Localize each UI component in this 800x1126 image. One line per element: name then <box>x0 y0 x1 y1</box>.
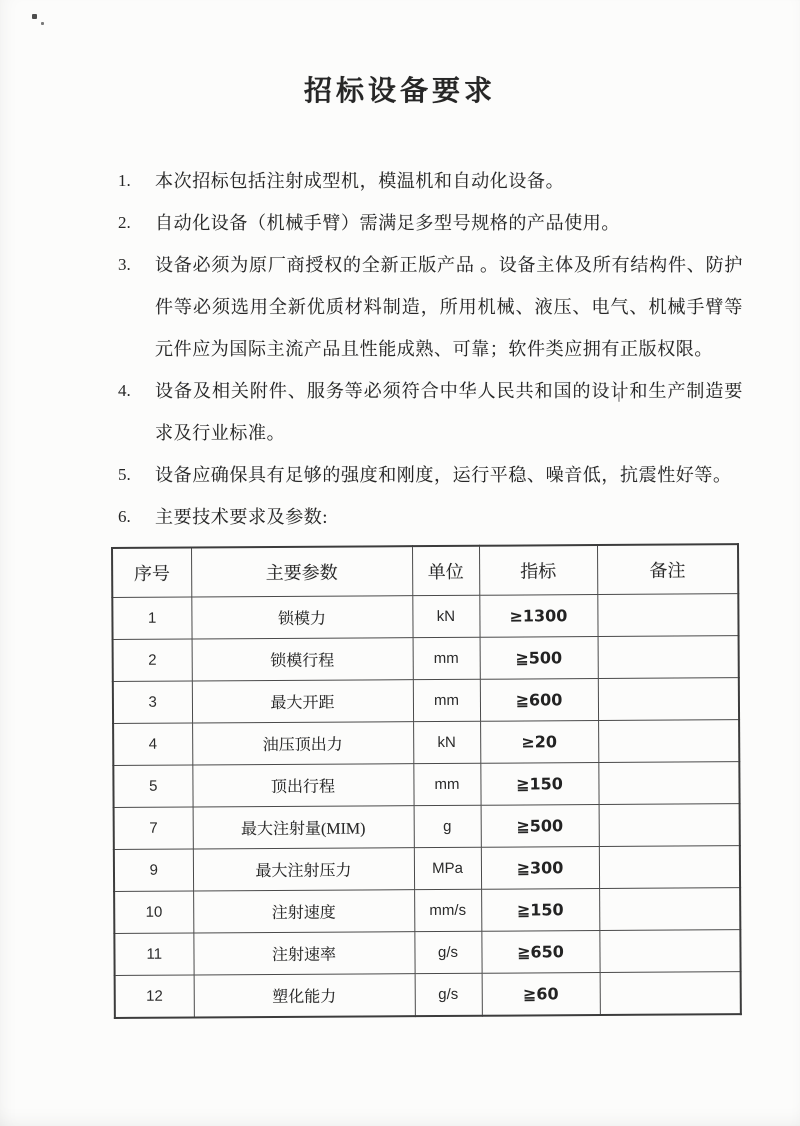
cell-parameter: 注射速率 <box>193 932 414 975</box>
item-number: 6. <box>118 507 131 526</box>
cell-remark <box>598 762 739 805</box>
cell-remark <box>599 888 740 931</box>
list-item <box>118 370 743 454</box>
cell-index: 9 <box>114 849 193 891</box>
item-text: 自动化设备（机械手臂）需满足多型号规格的产品使用。 <box>155 213 620 233</box>
scan-artifact-tick <box>618 392 620 402</box>
cell-target: ≧500 <box>480 637 598 680</box>
cell-parameter: 最大注射量(MIM) <box>193 806 414 849</box>
cell-unit: MPa <box>414 847 481 889</box>
cell-target: ≧650 <box>481 931 599 974</box>
cell-unit: mm <box>413 763 480 805</box>
item-text: 设备应确保具有足够的强度和刚度，运行平稳、噪音低，抗震性好等。 <box>155 465 732 485</box>
scan-speck <box>32 14 37 19</box>
cell-remark <box>599 804 740 847</box>
table-row <box>114 804 740 850</box>
cell-remark <box>597 594 738 637</box>
cell-target: ≧300 <box>481 847 599 890</box>
list-item <box>118 496 743 538</box>
item-number: 5. <box>118 465 131 484</box>
cell-remark <box>598 720 739 763</box>
cell-target: ≧150 <box>480 763 598 806</box>
cell-unit: mm <box>413 679 480 721</box>
cell-parameter: 塑化能力 <box>194 974 415 1018</box>
list-item <box>118 202 743 244</box>
item-text: 设备必须为原厂商授权的全新正版产品 。设备主体及所有结构件、防护件等必须选用全新优质材料制造，所用机械、液压、电气、机械手臂等元件应为国际主流产品且性能成熟、可靠；软件类应拥有正版权限。 <box>155 255 743 359</box>
table-row <box>114 930 740 976</box>
item-number: 1. <box>118 171 131 190</box>
scan-speck <box>41 22 44 25</box>
cell-parameter: 最大注射压力 <box>193 848 414 891</box>
list-item <box>118 160 743 202</box>
cell-remark <box>599 846 740 889</box>
cell-target: ≥20 <box>480 721 598 764</box>
cell-target: ≥1300 <box>479 595 597 638</box>
parameters-table-wrap <box>111 543 740 1019</box>
cell-parameter: 油压顶出力 <box>192 722 413 765</box>
cell-unit: mm/s <box>414 889 481 931</box>
cell-parameter: 最大开距 <box>192 680 413 723</box>
list-item <box>118 244 743 370</box>
requirements-list <box>118 160 743 538</box>
cell-unit: g/s <box>414 931 481 973</box>
parameters-table <box>111 543 742 1019</box>
cell-target: ≧600 <box>480 679 598 722</box>
cell-index: 11 <box>114 933 193 975</box>
cell-parameter: 锁模行程 <box>192 638 413 681</box>
header-cell-unit: 单位 <box>412 546 479 596</box>
table-row <box>115 972 741 1018</box>
item-text: 设备及相关附件、服务等必须符合中华人民共和国的设计和生产制造要求及行业标准。 <box>155 381 743 443</box>
list-item <box>118 454 743 496</box>
cell-index: 1 <box>112 597 191 639</box>
item-text: 本次招标包括注射成型机，模温机和自动化设备。 <box>155 171 565 191</box>
cell-parameter: 锁模力 <box>191 596 412 639</box>
item-text: 主要技术要求及参数: <box>155 507 328 527</box>
header-cell-index: 序号 <box>112 548 191 598</box>
table-row <box>113 678 739 724</box>
cell-unit: mm <box>413 637 480 679</box>
table-row <box>114 846 740 892</box>
cell-index: 4 <box>113 723 192 765</box>
cell-remark <box>599 930 740 973</box>
page-title: 招标设备要求 <box>303 76 496 107</box>
cell-index: 3 <box>113 681 192 723</box>
item-number: 4. <box>118 381 131 400</box>
cell-index: 5 <box>113 765 192 807</box>
table-row <box>114 888 740 934</box>
cell-unit: kN <box>413 721 480 763</box>
cell-remark <box>600 972 741 1015</box>
item-number: 3. <box>118 255 131 274</box>
cell-index: 7 <box>114 807 193 849</box>
item-number: 2. <box>118 213 131 232</box>
table-row <box>112 594 738 640</box>
table-row <box>113 762 739 808</box>
header-cell-target: 指标 <box>479 545 597 595</box>
cell-index: 10 <box>114 891 193 933</box>
cell-index: 12 <box>115 975 194 1018</box>
header-cell-remark: 备注 <box>597 544 738 594</box>
cell-remark <box>598 636 739 679</box>
cell-parameter: 注射速度 <box>193 890 414 933</box>
cell-unit: kN <box>412 595 479 637</box>
cell-parameter: 顶出行程 <box>192 764 413 807</box>
header-cell-parameter: 主要参数 <box>191 546 412 597</box>
cell-remark <box>598 678 739 721</box>
cell-target: ≧500 <box>481 805 599 848</box>
table-header-row <box>112 544 738 597</box>
cell-unit: g <box>414 805 481 847</box>
cell-index: 2 <box>113 639 192 681</box>
table-row <box>113 636 739 682</box>
cell-unit: g/s <box>415 973 482 1016</box>
table-row <box>113 720 739 766</box>
cell-target: ≧150 <box>481 889 599 932</box>
cell-target: ≧60 <box>482 973 600 1016</box>
